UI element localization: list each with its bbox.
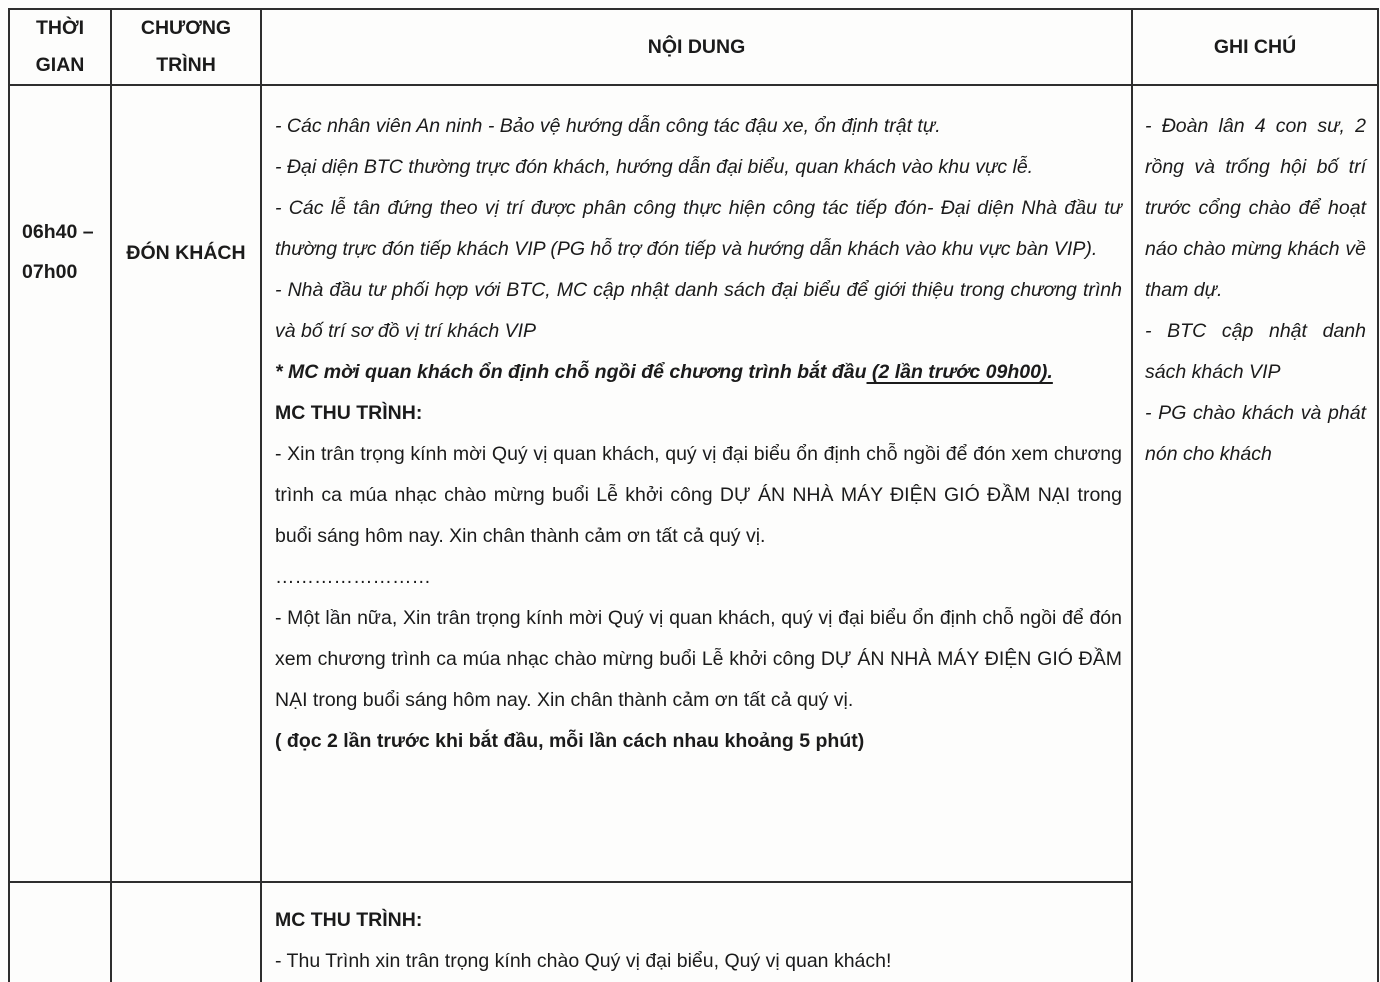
time-cell: 06h40 – 07h00: [10, 86, 112, 883]
content-paragraph: - Các lễ tân đứng theo vị trí được phân công thực hiện công tác tiếp đón- Đại diện Nhà đầu tư thường trực đón tiếp khách VIP (PG hỗ trợ đón tiếp và hướng dẫn khách vào khu vực bàn VIP).: [275, 197, 1122, 260]
note-paragraph: - BTC cập nhật danh sách khách VIP: [1145, 320, 1366, 383]
reading-instruction-note: ( đọc 2 lần trước khi bắt đầu, mỗi lần cách nhau khoảng 5 phút): [275, 730, 865, 752]
mc-speech-paragraph: - Thu Trình xin trân trọng kính chào Quý vị đại biểu, Quý vị quan khách!: [275, 950, 892, 972]
mc-instruction-text: * MC mời quan khách ổn định chỗ ngồi để chương trình bắt đầu: [275, 361, 867, 383]
program-cell-row2: [112, 883, 262, 982]
notes-cell: [1133, 86, 1379, 982]
content-paragraph: - Các nhân viên An ninh - Bảo vệ hướng dẫn công tác đậu xe, ổn định trật tự.: [275, 115, 941, 137]
mc-speech-paragraph: - Một lần nữa, Xin trân trọng kính mời Quý vị quan khách, quý vị đại biểu ổn định chỗ ngồi để đón xem chương trình ca múa nhạc chào mừng buổi Lễ khởi công DỰ ÁN NHÀ MÁY ĐIỆN GIÓ ĐẦM NẠI trong buổi sáng hôm nay. Xin chân thành cảm ơn tất cả quý vị.: [275, 607, 1122, 711]
program-cell: ĐÓN KHÁCH: [112, 86, 262, 883]
time-cell-row2: [10, 883, 112, 982]
content-paragraph: - Nhà đầu tư phối hợp với BTC, MC cập nhật danh sách đại biểu để giới thiệu trong chương trình và bố trí sơ đồ vị trí khách VIP: [275, 279, 1122, 342]
mc-name-label: MC THU TRÌNH:: [275, 402, 423, 424]
note-paragraph: - Đoàn lân 4 con sư, 2 rồng và trống hội bố trí trước cổng chào để hoạt náo chào mừng khách về tham dự.: [1145, 115, 1366, 301]
program-schedule-table: [8, 8, 1379, 982]
content-cell-row2: [262, 883, 1133, 982]
mc-instruction-line: [275, 352, 1122, 393]
underlined-note: (2 lần trước 09h00).: [866, 361, 1053, 383]
mc-speech-paragraph: - Xin trân trọng kính mời Quý vị quan khách, quý vị đại biểu ổn định chỗ ngồi để đón xem chương trình ca múa nhạc chào mừng buổi Lễ khởi công DỰ ÁN NHÀ MÁY ĐIỆN GIÓ ĐẦM NẠI trong buổi sáng hôm nay. Xin chân thành cảm ơn tất cả quý vị.: [275, 443, 1122, 547]
ellipsis-line: ……………………: [275, 566, 431, 588]
note-paragraph: - PG chào khách và phát nón cho khách: [1145, 402, 1366, 465]
column-header-content: NỘI DUNG: [262, 10, 1133, 86]
content-paragraph: - Đại diện BTC thường trực đón khách, hướng dẫn đại biểu, quan khách vào khu vực lễ.: [275, 156, 1034, 178]
content-cell-row1: [262, 86, 1133, 883]
column-header-program: CHƯƠNG TRÌNH: [112, 10, 262, 86]
column-header-notes: GHI CHÚ: [1133, 10, 1379, 86]
mc-name-label: MC THU TRÌNH:: [275, 909, 423, 931]
column-header-time: THỜI GIAN: [10, 10, 112, 86]
